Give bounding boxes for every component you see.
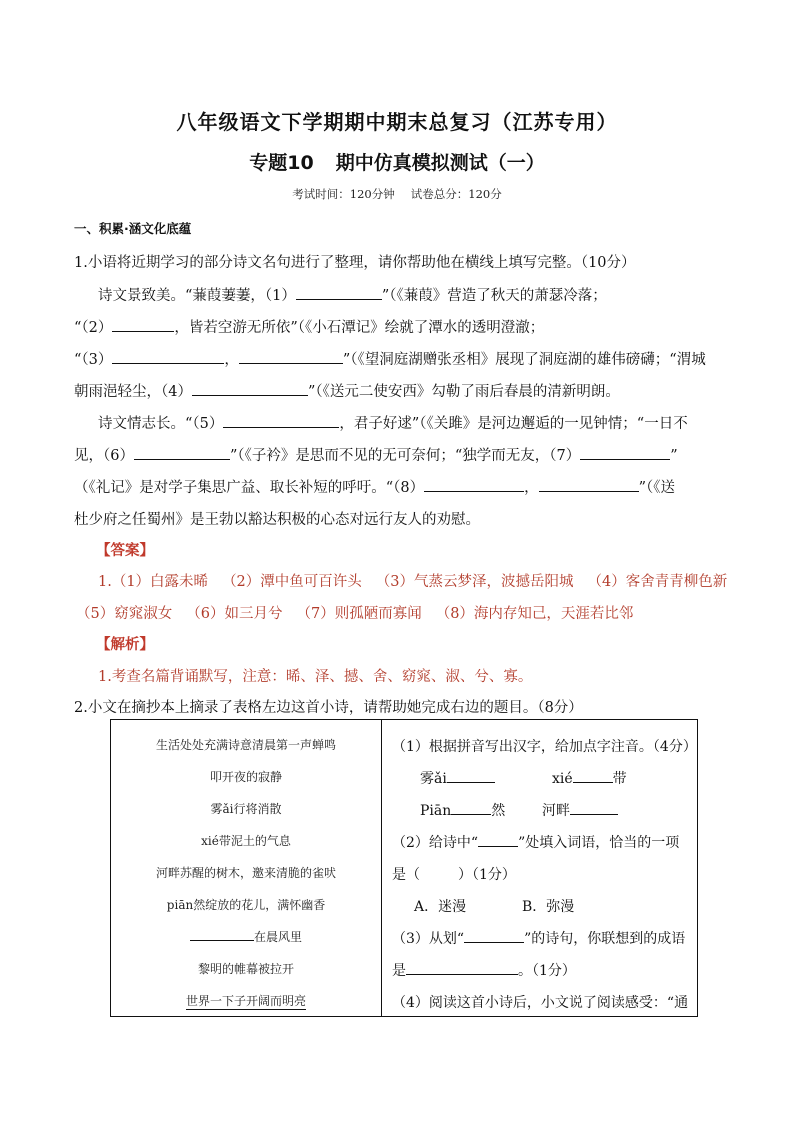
- table-divider: [381, 720, 382, 1016]
- document-subtitle: [0, 148, 794, 175]
- q2-stem: 2.小文在摘抄本上摘录了表格左边这首小诗，请帮助她完成右边的题目。（8分）: [74, 700, 583, 716]
- topic-number: 专题10: [249, 152, 314, 174]
- q1-line-8: 杜少府之任蜀州》是王勃以豁达积极的心态对远行友人的劝慰。: [74, 512, 480, 528]
- q2-part-4: （4）阅读这首小诗后，小文说了阅读感受：“通: [392, 995, 689, 1011]
- poem-line: piān然绽放的花儿，满怀幽香: [166, 898, 326, 912]
- answer-blank[interactable]: [580, 445, 670, 460]
- q1-line-1: 诗文景致美。“蒹葭萋萋，（1） ”（《蒹葭》营造了秋天的萧瑟冷落；: [98, 284, 607, 305]
- answer-blank[interactable]: [424, 477, 524, 492]
- analysis-text: 1.考查名篇背诵默写，注意：晞、泽、撼、舍、窈窕、淑、兮、寡。: [98, 669, 533, 685]
- section-heading: 一、积累·涵文化底蕴: [74, 221, 192, 236]
- answer-blank[interactable]: [134, 445, 230, 460]
- answer-row-1: [98, 570, 727, 591]
- answer-label: 【答案】: [96, 543, 154, 559]
- poem-line: 生活处处充满诗意清晨第一声蝉鸣: [155, 738, 336, 752]
- answer-blank[interactable]: [573, 768, 613, 783]
- analysis-label: 【解析】: [96, 637, 154, 653]
- total-score: 试卷总分：120分: [410, 187, 502, 201]
- answer-blank[interactable]: [478, 832, 518, 847]
- poem-line: 叩开夜的寂静: [209, 770, 282, 784]
- poem-table: 生活处处充满诗意清晨第一声蝉鸣 叩开夜的寂静 雾ǎi行将消散 xié带泥土的气息 河畔苏醒的树木，邀来清脆的雀吠 piān然绽放的花儿，满怀幽香 在晨风里 黎明的帷幕被拉开 世界一下子开阔而明亮 （1）根据拼音写出汉字，给加点字注音。（4分） 雾ǎi xié 带 Piān 然 河畔 （2）给诗中“ ”处填入词语，恰当的一项 是（ ）（1分） A．迷漫 B．弥漫 （3）从划“ ”的诗句，你联想到的成语 是 。（1分） （4）阅读这首小诗后，小文说了阅读感受：“通: [110, 719, 698, 1017]
- q2-part-3-cont: 是 。（1分）: [392, 960, 576, 980]
- q1-line-5: 诗文情志长。“（5） ，君子好逑”（《关雎》是河边邂逅的一见钟情；“一日不: [98, 412, 688, 433]
- answer-blank[interactable]: [239, 349, 343, 364]
- document-title: 八年级语文下学期期中期末总复习（江苏专用）: [176, 110, 618, 134]
- option-a[interactable]: A．迷漫: [414, 899, 467, 915]
- answer-blank[interactable]: [451, 800, 491, 815]
- answer-blank[interactable]: [539, 477, 639, 492]
- poem-line-underlined: 世界一下子开阔而明亮: [185, 994, 306, 1008]
- answer-blank[interactable]: [223, 413, 339, 428]
- answer-blank[interactable]: [112, 349, 224, 364]
- q1-line-3: “（3） ， ”（《望洞庭湖赠张丞相》展现了洞庭湖的雄伟磅礴；“渭城: [74, 348, 706, 369]
- q2-part-2: （2）给诗中“ ”处填入词语，恰当的一项: [392, 832, 679, 852]
- q2-part-2-cont: 是（ ）（1分）: [392, 867, 516, 883]
- exam-info: [0, 186, 794, 202]
- q1-stem: 1.小语将近期学习的部分诗文名句进行了整理，请你帮助他在横线上填写完整。（10分）: [74, 255, 636, 271]
- answer-blank[interactable]: [570, 800, 618, 815]
- answer-item: （8）海内存知己，天涯若比邻: [435, 606, 634, 622]
- poem-line: xié带泥土的气息: [201, 834, 291, 848]
- poem-line: 黎明的帷幕被拉开: [197, 962, 294, 976]
- answer-item: （3）气蒸云梦泽，波撼岳阳城: [375, 574, 574, 590]
- q1-line-6: 见，（6） ”（《子衿》是思而不见的无可奈何；“独学而无友，（7） ”: [74, 444, 678, 465]
- answer-item: （6）如三月兮: [186, 606, 283, 622]
- q2-part-1: （1）根据拼音写出汉字，给加点字注音。（4分）: [392, 739, 697, 755]
- answer-blank[interactable]: [406, 960, 518, 975]
- q1-line-4: 朝雨浥轻尘，（4） ”（《送元二使安西》勾勒了雨后春晨的清新明朗。: [74, 380, 620, 401]
- answer-item: 1.（1）白露未晞: [98, 574, 209, 590]
- q2-part-3: （3）从划“ ”的诗句，你联想到的成语: [392, 928, 685, 948]
- answer-blank[interactable]: [464, 928, 524, 943]
- answer-blank[interactable]: [192, 381, 308, 396]
- exam-time: 考试时间：120分钟: [292, 187, 395, 201]
- answer-blank[interactable]: [296, 285, 382, 300]
- poem-line: 河畔苏醒的树木，邀来清脆的雀吠: [155, 866, 336, 880]
- poem-line: 在晨风里: [111, 928, 381, 945]
- answer-blank[interactable]: [190, 928, 254, 941]
- answer-item: （7）则孤陋而寡闻: [296, 606, 422, 622]
- answer-blank[interactable]: [447, 768, 495, 783]
- answer-row-2: [76, 602, 633, 623]
- q1-line-7: （《礼记》是对学子集思广益、取长补短的呼吁。“（8） ， ”（《送: [74, 476, 675, 497]
- option-b[interactable]: B．弥漫: [522, 899, 575, 915]
- poem-line: 雾ǎi行将消散: [210, 802, 282, 816]
- answer-item: （4）客舍青青柳色新: [587, 574, 728, 590]
- q1-line-2: “（2） ，皆若空游无所依”（《小石潭记》绘就了潭水的透明澄澈；: [74, 316, 544, 337]
- topic-name: 期中仿真模拟测试（一）: [335, 152, 545, 174]
- answer-blank[interactable]: [112, 317, 174, 332]
- answer-item: （5）窈窕淑女: [76, 606, 173, 622]
- answer-item: （2）潭中鱼可百许头: [222, 574, 362, 590]
